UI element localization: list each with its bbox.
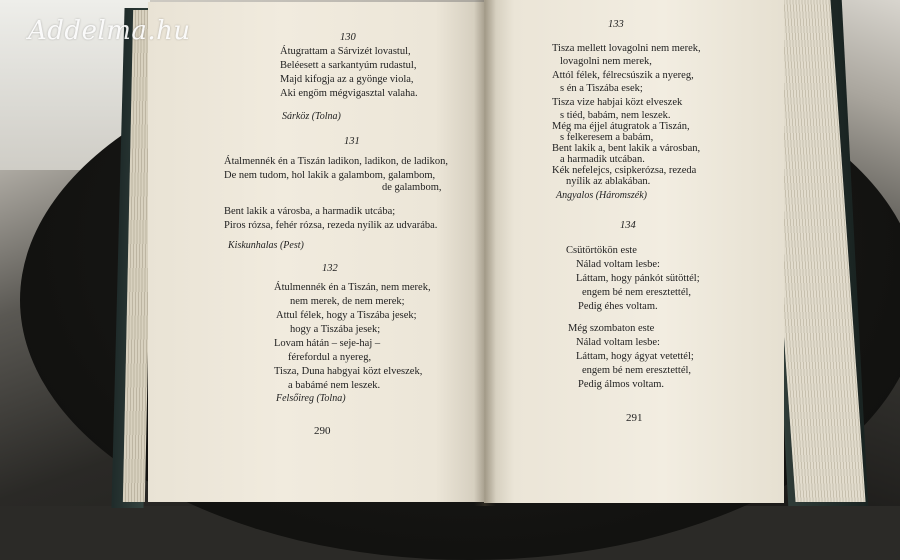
poem-132-line-6: férefordul a nyereg, [288,352,372,363]
poem-130-line-3: Majd kifogja az a gyönge viola, [280,74,414,85]
poem-131-line-1: Átalmennék én a Tiszán ladikon, ladikon, de ladikon, [224,156,448,167]
poem-131-line-3: de galambom, [382,182,442,193]
poem-132-line-8: a babámé nem leszek. [288,380,381,391]
poem-132-place: Felsőireg (Tolna) [276,393,346,404]
poem-number-132: 132 [322,263,338,274]
poem-134-line-11: Pedig álmos voltam. [578,379,665,390]
poem-number-133: 133 [608,19,624,30]
poem-133-line-4: s én a Tiszába esek; [560,83,643,94]
poem-134-line-2: Nálad voltam lesbe: [576,259,660,270]
poem-132-line-5: Lovam hátán – seje-haj – [274,338,381,349]
poem-133-line-13: nyílik az ablakában. [566,176,651,187]
poem-133-line-2: lovagolni nem merek, [560,56,652,67]
poem-133-line-3: Attól félek, félrecsúszik a nyereg, [552,70,694,81]
poem-132-line-2: nem merek, de nem merek; [290,296,405,307]
poem-number-134: 134 [620,220,636,231]
poem-132-line-4: hogy a Tiszába jesek; [290,324,381,335]
poem-134-line-10: engem bé nem eresztettél, [582,365,692,376]
poem-131-line-5: Piros rózsa, fehér rózsa, rezeda nyílik az udvarába. [224,220,438,231]
poem-134-line-9: Láttam, hogy ágyat vetettél; [576,351,694,362]
poem-number-131: 131 [344,136,360,147]
page-number-right: 291 [626,412,643,424]
poem-134-line-4: engem bé nem eresztettél, [582,287,692,298]
poem-133-line-9: s felkeresem a babám, [560,132,654,143]
poem-133-line-12: Kék nefelejcs, csipkerózsa, rezeda [552,165,697,176]
poem-133-place: Angyalos (Háromszék) [556,190,648,201]
poem-133-line-10: Bent lakik a, bent lakik a városban, [552,143,701,154]
poem-134-line-8: Nálad voltam lesbe: [576,337,660,348]
poem-134-line-1: Csütörtökön este [566,245,637,256]
book-gutter [474,0,496,506]
poem-130-place: Sárköz (Tolna) [282,111,341,122]
left-page [148,2,486,502]
poem-number-130: 130 [340,32,356,43]
poem-130-line-1: Átugrattam a Sárvizét lovastul, [280,46,411,57]
poem-133-line-1: Tisza mellett lovagolni nem merek, [552,43,701,54]
poem-133-line-11: a harmadik utcában. [560,154,645,165]
poem-132-line-1: Átulmennék én a Tiszán, nem merek, [274,282,431,293]
right-page [484,0,784,503]
poem-133-line-6: s tiéd, babám, nem leszek. [560,110,671,121]
poem-131-line-4: Bent lakik a városba, a harmadik utcába; [224,206,396,217]
page-number-left: 290 [314,425,331,437]
poem-132-line-3: Attul félek, hogy a Tiszába jesek; [276,310,417,321]
poem-131-place: Kiskunhalas (Pest) [228,240,304,251]
poem-134-line-3: Láttam, hogy pánkót sütöttél; [576,273,700,284]
poem-133-line-8: Még ma éjjel átugratok a Tiszán, [552,121,690,132]
poem-131-line-2: De nem tudom, hol lakik a galambom, galambom, [224,170,436,181]
poem-130-line-2: Beléesett a sarkantyúm rudastul, [280,60,417,71]
watermark-logo: Addelma.hu [28,16,191,46]
poem-130-line-4: Aki engöm mégvigasztal valaha. [280,88,418,99]
poem-133-line-5: Tisza vize habjai közt elveszek [552,97,683,108]
poem-134-line-5: Pedig éhes voltam. [578,301,658,312]
poem-134-line-7: Még szombaton este [568,323,655,334]
poem-132-line-7: Tisza, Duna habgyai közt elveszek, [274,366,423,377]
